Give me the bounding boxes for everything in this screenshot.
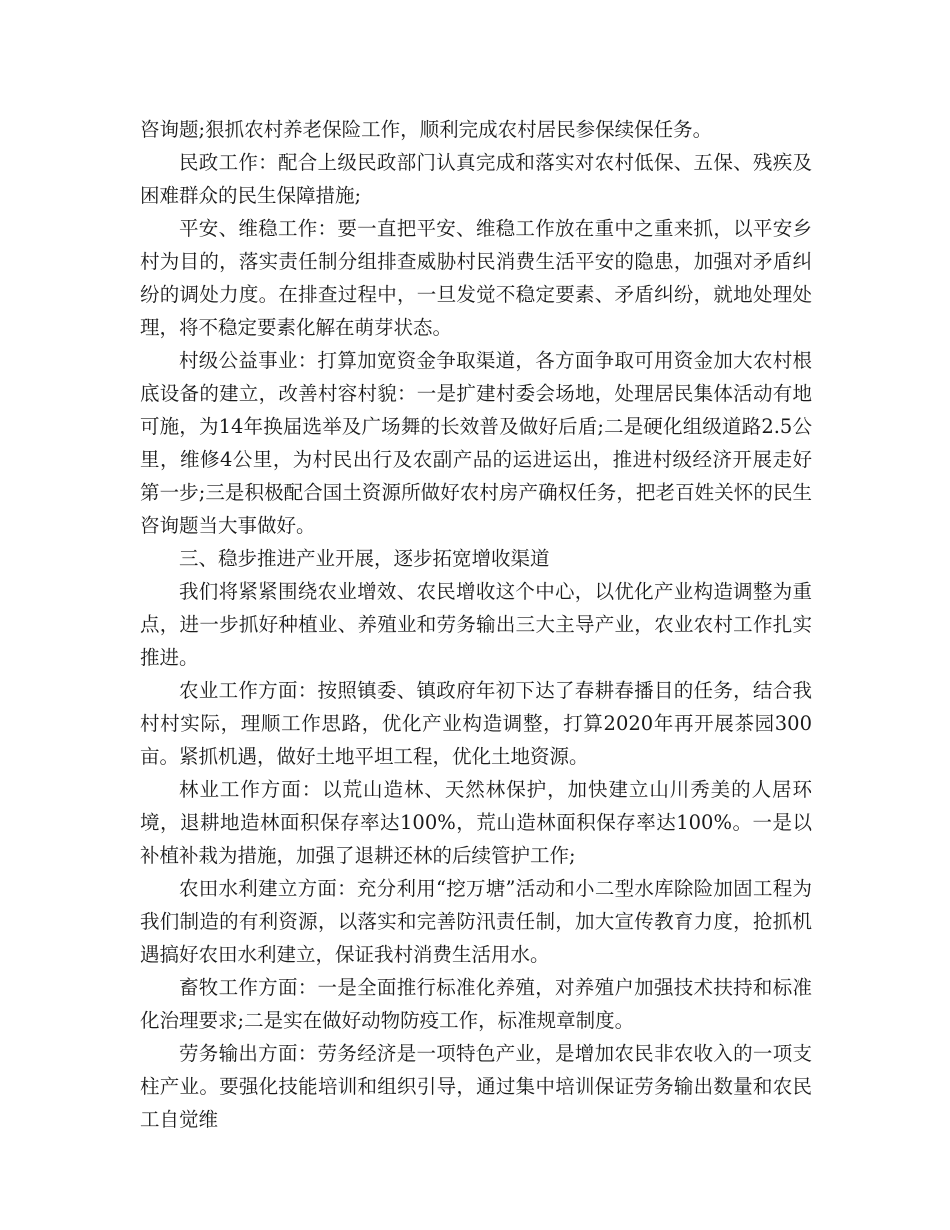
paragraph-public-welfare: 村级公益事业：打算加宽资金争取渠道，各方面争取可用资金加大农村根底设备的建立，改善村容村貌：一是扩建村委会场地，处理居民集体活动有地可施，为14年换届选举及广场舞的长效普及做好后盾;二是硬化组级道路2.5公里，维修4公里，为村民出行及农副产品的运进运出，推进村级经济开展走好第一步;三是积极配合国土资源所做好农村房产确权任务，把老百姓关怀的民生咨询题当大事做好。	[140, 349, 812, 537]
paragraph-water-conservancy: 农田水利建立方面：充分利用“挖万塘”活动和小二型水库除险加固工程为我们制造的有利资源，以落实和完善防汛责任制，加大宣传教育力度，抢抓机遇搞好农田水利建立，保证我村消费生活用水。	[140, 877, 812, 966]
paragraph-industry-intro: 我们将紧紧围绕农业增效、农民增收这个中心，以优化产业构造调整为重点，进一步抓好种植业、养殖业和劳务输出三大主导产业，农业农村工作扎实推进。	[140, 580, 812, 669]
paragraph-agriculture: 农业工作方面：按照镇委、镇政府年初下达了春耕春播目的任务，结合我村村实际，理顺工作思路，优化产业构造调整，打算2020年再开展茶园300亩。紧抓机遇，做好土地平坦工程，优化土地资源。	[140, 679, 812, 768]
paragraph-livestock: 畜牧工作方面：一是全面推行标准化养殖，对养殖户加强技术扶持和标准化治理要求;二是实在做好动物防疫工作，标准规章制度。	[140, 976, 812, 1032]
paragraph-continuation: 咨询题;狠抓农村养老保险工作，顺利完成农村居民参保续保任务。	[140, 118, 713, 141]
document-body	[140, 113, 812, 1136]
section-heading-industry: 三、稳步推进产业开展，逐步拓宽增收渠道	[179, 547, 550, 570]
paragraph-safety-stability: 平安、维稳工作：要一直把平安、维稳工作放在重中之重来抓，以平安乡村为目的，落实责任制分组排查威胁村民消费生活平安的隐患，加强对矛盾纠纷的调处力度。在排查过程中，一旦发觉不稳定要素、矛盾纠纷，就地处理处理，将不稳定要素化解在萌芽状态。	[140, 217, 812, 339]
paragraph-forestry: 林业工作方面：以荒山造林、天然林保护，加快建立山川秀美的人居环境，退耕地造林面积保存率达100%，荒山造林面积保存率达100%。一是以补植补栽为措施，加强了退耕还林的后续管护工作;	[140, 778, 812, 867]
paragraph-civil-affairs: 民政工作：配合上级民政部门认真完成和落实对农村低保、五保、残疾及困难群众的民生保障措施;	[140, 151, 812, 207]
paragraph-labor-export: 劳务输出方面：劳务经济是一项特色产业，是增加农民非农收入的一项支柱产业。要强化技能培训和组织引导，通过集中培训保证劳务输出数量和农民工自觉维	[140, 1042, 812, 1131]
